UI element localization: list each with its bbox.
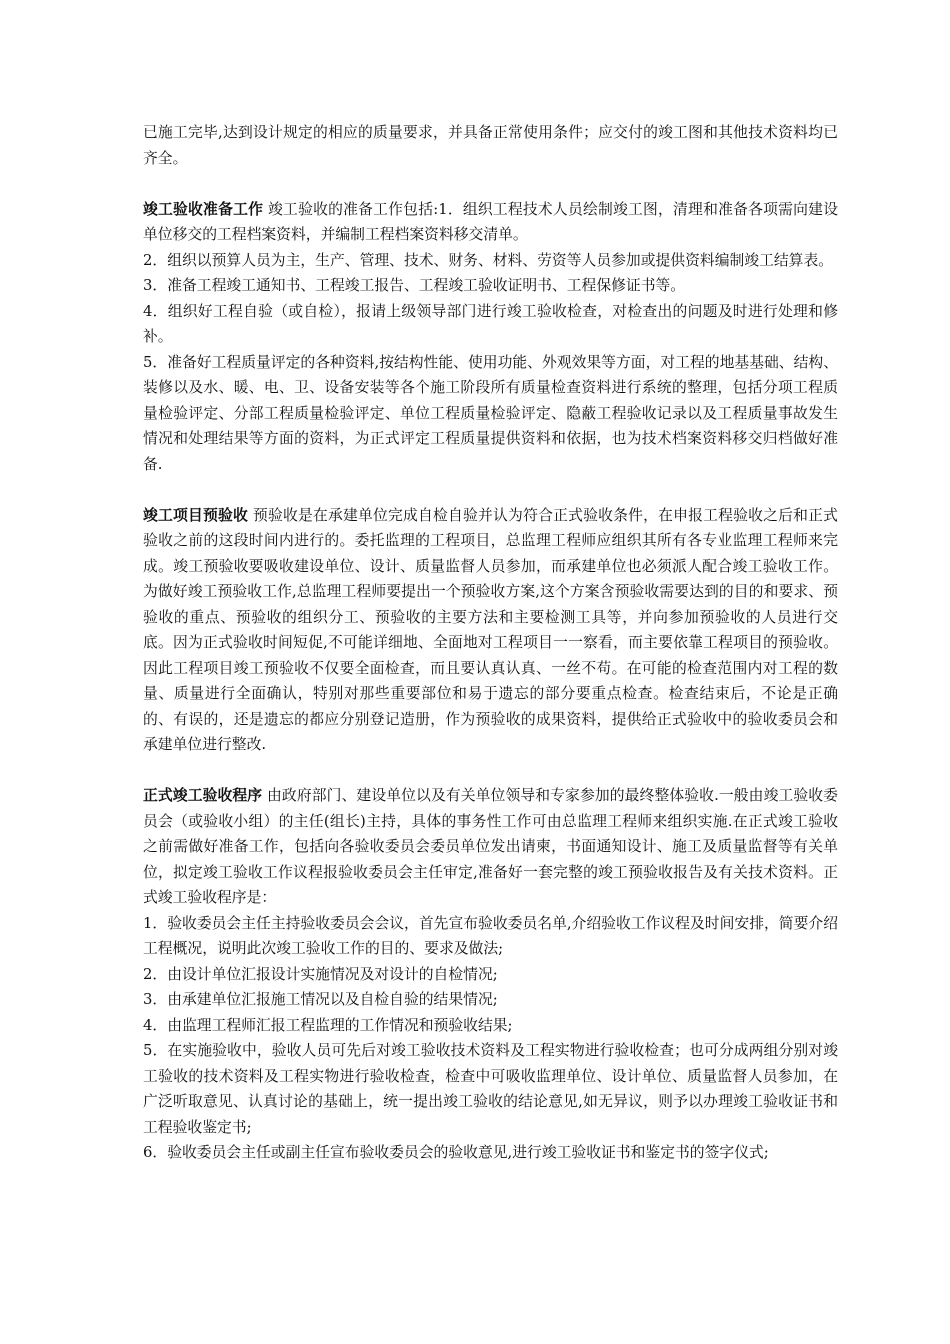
pre-acceptance-body: 预验收是在承建单位完成自检自验并认为符合正式验收条件，在申报工程验收之后和正式验收之前的这段时间内进行的。委托监理的工程项目，总监理工程师应组织其所有各专业监理工程师来完成。竣工预验收要吸收建设单位、设计、质量监督人员参加，而承建单位也必须派人配合竣工验收工作。为做好竣工预验收工作,总监理工程师要提出一个预验收方案,这个方案含预验收需要达到的目的和要求、预验收的重点、预验收的组织分工、预验收的主要方法和主要检测工具等，并向参加预验收的人员进行交底。因为正式验收时间短促,不可能详细地、全面地对工程项目一一察看，而主要依靠工程项目的预验收。因此工程项目竣工预验收不仅要全面检查，而且要认真认真、一丝不苟。在可能的检查范围内对工程的数量、质量进行全面确认，特别对那些重要部位和易于遗忘的部分要重点检查。检查结束后，不论是正确的、有误的，还是遗忘的都应分别登记造册，作为预验收的成果资料，提供给正式验收中的验收委员会和承建单位进行整改.	[143, 506, 838, 753]
formal-lead: 由政府部门、建设单位以及有关单位领导和专家参加的最终整体验收.一般由竣工验收委员会（或验收小组）的主任(组长)主持，具体的事务性工作可由总监理工程师来组织实施.在正式竣工验收之前需做好准备工作，包括向各验收委员会委员单位发出请柬，书面通知设计、施工及质量监督等有关单位，拟定竣工验收工作议程报验收委员会主任审定,准备好一套完整的竣工预验收报告及有关技术资料。正式竣工验收程序是：	[143, 787, 838, 906]
prep-lead: 竣工验收的准备工作包括:1．组织工程技术人员绘制竣工图，清理和准备各项需向建设单位移交的工程档案资料，并编制工程档案资料移交清单。	[143, 200, 838, 243]
prep-item-2: 2．组织以预算人员为主，生产、管理、技术、财务、材料、劳资等人员参加或提供资料编制竣工结算表。	[143, 251, 834, 269]
pre-acceptance-heading: 竣工项目预验收	[143, 506, 249, 524]
paragraph-gap	[143, 758, 838, 784]
paragraph-gap	[143, 477, 838, 503]
formal-item-3: 3．由承建单位汇报施工情况以及自检自验的结果情况;	[143, 991, 498, 1008]
prep-item-5: 5．准备好工程质量评定的各种资料,按结构性能、使用功能、外观效果等方面，对工程的地基基础、结构、装修以及水、暖、电、卫、设备安装等各个施工阶段所有质量检查资料进行系统的整理，包括分项工程质量检验评定、分部工程质量检验评定、单位工程质量检验评定、隐蔽工程验收记录以及工程质量事故发生情况和处理结果等方面的资料，为正式评定工程质量提供资料和依据，也为技术档案资料移交归档做好准备.	[143, 353, 838, 473]
formal-item-4: 4．由监理工程师汇报工程监理的工作情况和预验收结果;	[143, 1016, 513, 1034]
prep-heading: 竣工验收准备工作	[143, 200, 264, 218]
formal-item-6: 6．验收委员会主任或副主任宣布验收委员会的验收意见,进行竣工验收证书和鉴定书的签字仪式;	[143, 1144, 769, 1161]
formal-item-5: 5．在实施验收中，验收人员可先后对竣工验收技术资料及工程实物进行验收检查；也可分成两组分别对竣工验收的技术资料及工程实物进行验收检查，检查中可吸收监理单位、设计单位、质量监督人员参加，在广泛听取意见、认真讨论的基础上，统一提出竣工验收的结论意见,如无异议，则予以办理竣工验收证书和工程验收鉴定书;	[143, 1042, 838, 1136]
formal-paragraph	[143, 783, 838, 911]
prep-paragraph	[143, 197, 838, 248]
formal-heading: 正式竣工验收程序	[143, 787, 263, 804]
intro-paragraph: 已施工完毕,达到设计规定的相应的质量要求，并具备正常使用条件；应交付的竣工图和其他技术资料均已齐全。	[143, 124, 838, 167]
paragraph-gap	[143, 171, 838, 197]
prep-item-4: 4．组织好工程自验（或自检），报请上级领导部门进行竣工验收检查，对检查出的问题及时进行处理和修补。	[143, 302, 838, 345]
document-page	[143, 120, 838, 1166]
formal-item-2: 2．由设计单位汇报设计实施情况及对设计的自检情况;	[143, 965, 498, 983]
prep-item-3: 3．准备工程竣工通知书、工程竣工报告、工程竣工验收证明书、工程保修证书等。	[143, 277, 686, 294]
formal-item-1: 1．验收委员会主任主持验收委员会会议，首先宣布验收委员名单,介绍验收工作议程及时间安排，简要介绍工程概况，说明此次竣工验收工作的目的、要求及做法;	[143, 914, 838, 957]
pre-acceptance-paragraph	[143, 503, 838, 758]
